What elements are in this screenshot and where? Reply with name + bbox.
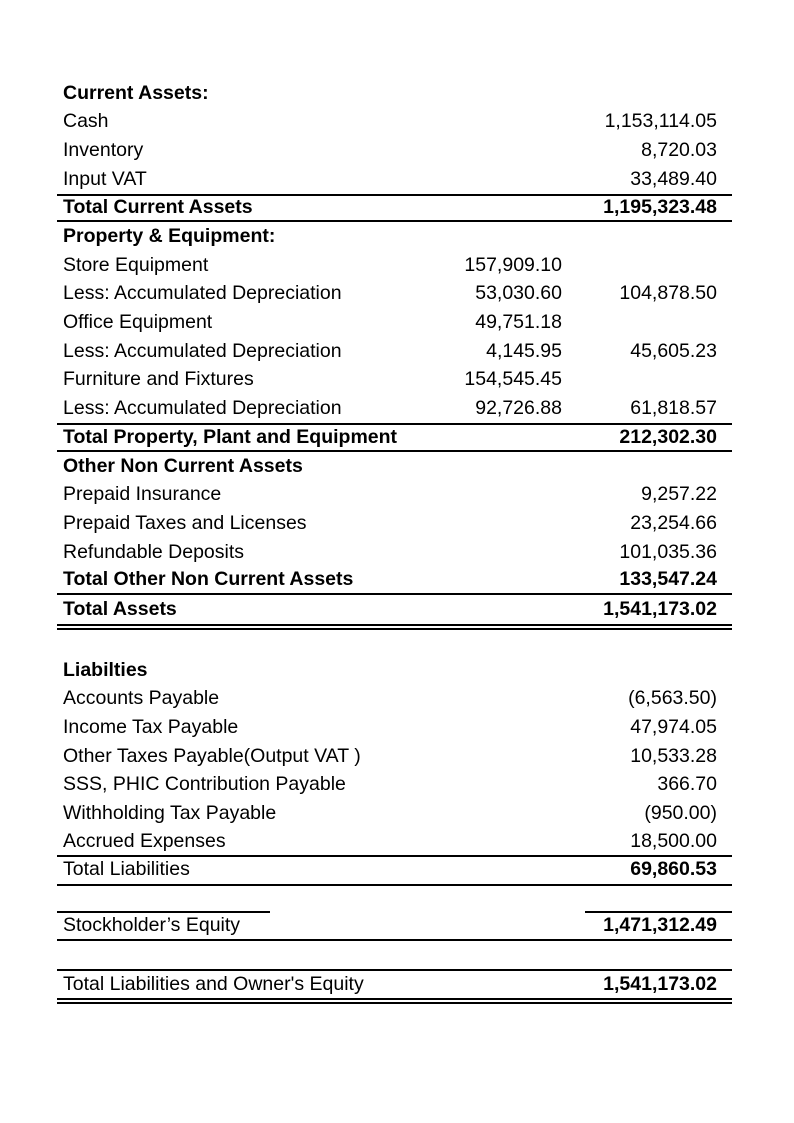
section-header-label: Property & Equipment: [63, 227, 276, 247]
table-row [57, 136, 732, 165]
row-amount: 101,035.36 [619, 540, 717, 563]
total-label: Total Current Assets [63, 198, 253, 218]
row-amount: 10,533.28 [630, 744, 717, 767]
row-label: Store Equipment [63, 255, 209, 276]
section-header-label: Current Assets: [63, 83, 209, 104]
balance-sheet-table [57, 79, 732, 1004]
row-amount: 47,974.05 [630, 716, 717, 739]
section-header-property-equipment [57, 222, 732, 251]
row-label: Office Equipment [63, 313, 213, 333]
row-label: SSS, PHIC Contribution Payable [63, 775, 346, 795]
total-row-current-assets [57, 194, 732, 223]
row-label: Accrued Expenses [63, 831, 226, 852]
table-row [57, 713, 732, 742]
row-net: 104,878.50 [619, 282, 717, 305]
total-amount: 212,302.30 [619, 425, 717, 448]
table-row [57, 337, 732, 366]
table-row [57, 685, 732, 714]
table-row [57, 538, 732, 567]
row-cost: 154,545.45 [464, 368, 562, 391]
section-header-label: Liabilties [63, 660, 148, 681]
row-amount: 9,257.22 [641, 483, 717, 506]
table-row [57, 828, 732, 857]
total-label: Total Other Non Current Assets [63, 570, 354, 590]
row-label: Other Taxes Payable(Output VAT ) [63, 746, 361, 767]
row-amount: (6,563.50) [628, 687, 717, 710]
total-row-other-non-current-assets [57, 567, 732, 596]
section-header-liabilities [57, 656, 732, 685]
section-header-label: Other Non Current Assets [63, 456, 303, 477]
total-row-liabilities-and-owners-equity [57, 969, 732, 998]
table-row [57, 742, 732, 771]
table-row [57, 509, 732, 538]
row-cost: 4,145.95 [486, 339, 562, 362]
row-net: 45,605.23 [630, 339, 717, 362]
row-cost: 157,909.10 [464, 253, 562, 276]
total-amount: 133,547.24 [619, 568, 717, 591]
row-label: Less: Accumulated Depreciation [63, 399, 342, 419]
row-label: Withholding Tax Payable [63, 804, 277, 824]
row-cost: 92,726.88 [475, 397, 562, 420]
table-row [57, 366, 732, 395]
row-cost: 53,030.60 [475, 282, 562, 305]
section-gap [57, 886, 732, 911]
row-label: Less: Accumulated Depreciation [63, 284, 342, 304]
table-row [57, 251, 732, 280]
rule-segment-left [57, 911, 270, 913]
table-row [57, 481, 732, 510]
total-amount: 1,541,173.02 [603, 972, 717, 995]
section-gap [57, 630, 732, 656]
row-amount: 23,254.66 [630, 511, 717, 534]
section-header-other-non-current-assets [57, 452, 732, 481]
total-amount: 1,541,173.02 [603, 597, 717, 620]
total-row-total-assets [57, 595, 732, 624]
table-row [57, 395, 732, 424]
total-row-total-liabilities [57, 857, 732, 886]
row-label: Refundable Deposits [63, 542, 245, 563]
section-header-current-assets [57, 79, 732, 108]
table-row [57, 280, 732, 309]
row-label: Prepaid Taxes and Licenses [63, 513, 307, 534]
table-row [57, 771, 732, 800]
row-label: Stockholder’s Equity [63, 916, 241, 936]
row-label: Prepaid Insurance [63, 485, 222, 505]
total-label: Total Liabilities [63, 860, 190, 880]
total-row-property-plant-equipment [57, 423, 732, 452]
double-rule [57, 998, 732, 1004]
rule-segment-right [585, 911, 732, 913]
row-label: Furniture and Fixtures [63, 370, 254, 390]
row-label: Cash [63, 112, 109, 132]
row-amount: (950.00) [644, 802, 717, 825]
row-net: 61,818.57 [630, 397, 717, 420]
row-amount: 366.70 [657, 773, 717, 796]
table-row [57, 108, 732, 137]
table-row [57, 165, 732, 194]
row-cost: 49,751.18 [475, 311, 562, 334]
row-amount: 33,489.40 [630, 167, 717, 190]
row-label: Input VAT [63, 169, 147, 190]
table-row [57, 309, 732, 338]
row-label: Accounts Payable [63, 689, 220, 709]
row-amount: 18,500.00 [630, 829, 717, 852]
row-label: Less: Accumulated Depreciation [63, 341, 342, 362]
row-label: Income Tax Payable [63, 718, 239, 738]
total-label: Total Property, Plant and Equipment [63, 427, 398, 448]
table-row [57, 800, 732, 829]
total-label: Total Liabilities and Owner's Equity [63, 974, 364, 995]
total-label: Total Assets [63, 599, 177, 620]
row-label: Inventory [63, 140, 144, 161]
total-amount: 69,860.53 [630, 858, 717, 881]
row-amount: 1,153,114.05 [604, 110, 717, 133]
section-gap [57, 941, 732, 969]
row-amount: 8,720.03 [641, 138, 717, 161]
row-amount: 1,471,312.49 [603, 914, 717, 937]
total-amount: 1,195,323.48 [603, 196, 717, 219]
row-stockholders-equity [57, 913, 732, 942]
